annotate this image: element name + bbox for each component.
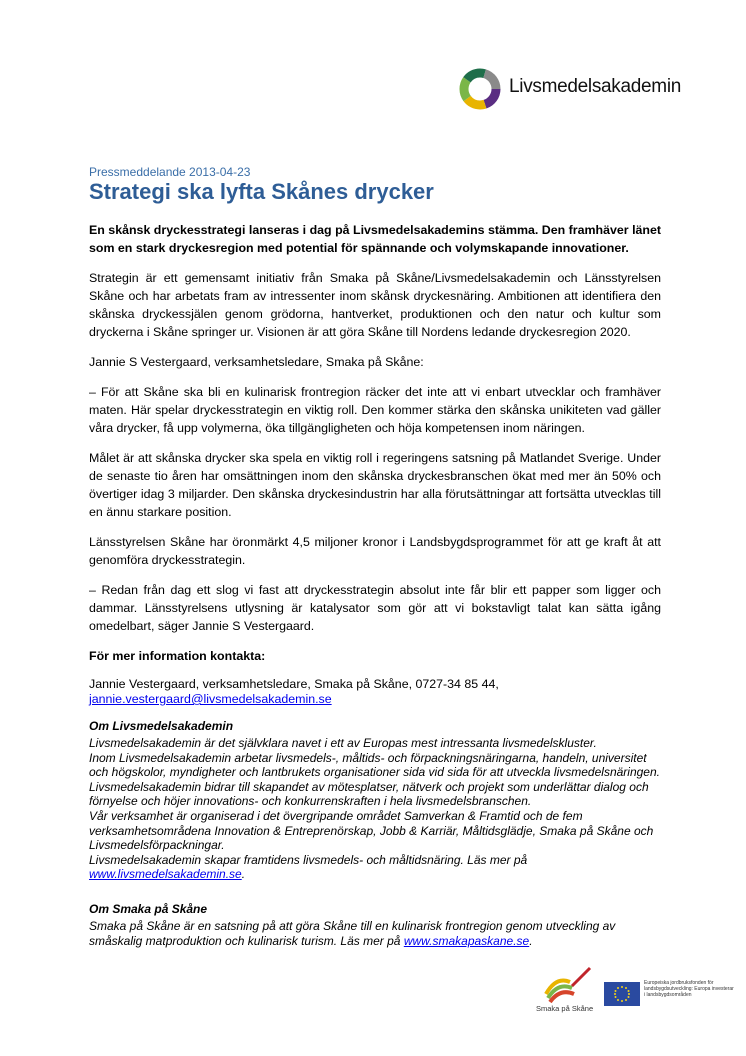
contact-email-link[interactable]: jannie.vestergaard@livsmedelsakademin.se <box>89 692 332 706</box>
press-release <box>89 165 661 962</box>
page-title: Strategi ska lyfta Skånes drycker <box>89 179 434 204</box>
footer-logos <box>530 964 734 1024</box>
contact-heading: För mer information kontakta: <box>89 649 266 663</box>
about-livsmedelsakademin <box>89 719 661 882</box>
body-paragraph: – För att Skåne ska bli en kulinarisk frontregion räcker det inte att vi enbart utvecklar och framhäver maten. Här spelar dryckesstrategin en viktig roll. Den kommer stärka den skånska unikiteten vad gäller våra drycker, få upp volymerna, öka tillgängligheten och höja kompetensen inom näringen. <box>89 385 661 435</box>
body-paragraph: Målet är att skånska drycker ska spela en viktig roll i regeringens satsning på Matlandet Sverige. Under de senaste tio åren har omsättningen inom den skånska dryckesbranschen ökat med mer än 50% och övertiger idag 3 miljarder. Den skånska dryckesindustrin har alla förutsättningar att fortsätta utvecklas till en ännu starkare position. <box>89 451 661 519</box>
logo-ring-icon <box>457 66 503 112</box>
smaka-label: Smaka på Skåne <box>536 1004 594 1013</box>
dateline: Pressmeddelande 2013-04-23 <box>89 165 251 179</box>
about-heading: Om Livsmedelsakademin <box>89 719 234 733</box>
body-paragraph: Strategin är ett gemensamt initiativ från Smaka på Skåne/Livsmedelsakademin och Länsstyrelsen Skåne och har arbetats fram av intressenter inom skånsk dryckesnäring. Ambitionen att identifiera den skånska dryckessjälen genom grödorna, hantverket, produktionen och den natur och kultur som dryckerna i Skåne springer ur. Visionen är att göra Skåne till Nordens ledande dryckesregion 2020. <box>89 271 661 339</box>
about-line: Inom Livsmedelsakademin arbetar livsmedels-, måltids- och förpackningsnäringarna, handeln, universitet och högskolor, myndigheter och lantbrukets organisationer sida vid sida för att utveckla livsmedelsnäringen. Livsmedelsakademin bidrar till skapandet av mötesplatser, nätverk och projekt som underlättar dialog och förnyelse och höjer innovations- och konkurrenskraften i hela livsmedelsbranschen. <box>89 750 660 809</box>
eu-caption: Europeiska jordbruksfonden för landsbygdsutveckling: Europa investerar i landsbygdsområden <box>644 980 734 998</box>
about-text: Smaka på Skåne är en satsning på att göra Skåne till en kulinarisk frontregion genom utveckling av småskalig matproduktion och kulinarisk turism. Läs mer på www.smakapaskane.se. <box>89 918 616 948</box>
livsmedelsakademin-logo <box>457 66 682 114</box>
about-heading: Om Smaka på Skåne <box>89 901 208 916</box>
about-line: Livsmedelsakademin är det självklara navet i ett av Europas mest intressanta livsmedelskluster. <box>89 736 597 750</box>
body-paragraph: Länsstyrelsen Skåne har öronmärkt 4,5 miljoner kronor i Landsbygdsprogrammet för att ge kraft åt att genomföra dryckesstrategin. <box>89 535 661 567</box>
body-paragraph: – Redan från dag ett slog vi fast att dryckesstrategin absolut inte får blir ett papper som ligger och dammar. Länsstyrelsens utlysning är katalysator som gör att vi bokstavligt talat kan sätta igång omedelbart, säger Jannie S Vestergaard. <box>89 583 661 633</box>
livsmedelsakademin-link[interactable]: www.livsmedelsakademin.se <box>89 867 242 882</box>
logo-wordmark: Livsmedelsakademin <box>509 76 682 97</box>
smaka-pa-skane-logo <box>536 964 596 1018</box>
contact-line: Jannie Vestergaard, verksamhetsledare, Smaka på Skåne, 0727-34 85 44, <box>89 677 499 691</box>
about-smaka-pa-skane <box>89 902 661 948</box>
about-closing: Livsmedelsakademin skapar framtidens livsmedels- och måltidsnäring. Läs mer på www.livsmedelsakademin.se. <box>89 852 528 882</box>
lead-paragraph: En skånsk dryckesstrategi lanseras i dag på Livsmedelsakademins stämma. Den framhäver länet som en stark dryckesregion med potential för spännande och volymskapande innovationer. <box>89 223 661 255</box>
quote-attribution: Jannie S Vestergaard, verksamhetsledare, Smaka på Skåne: <box>89 355 424 369</box>
fork-icon <box>536 964 596 1004</box>
smakapaskane-link[interactable]: www.smakapaskane.se <box>403 933 530 948</box>
about-line: Vår verksamhet är organiserad i det övergripande området Samverkan & Framtid och de fem verksamhetsområdena Innovation & Entreprenörskap, Jobb & Karriär, Måltidsglädje, Smaka på Skåne och Livsmedelsförpackningar. <box>89 808 654 853</box>
eu-flag-icon <box>604 982 640 1006</box>
contact-block <box>89 677 661 707</box>
